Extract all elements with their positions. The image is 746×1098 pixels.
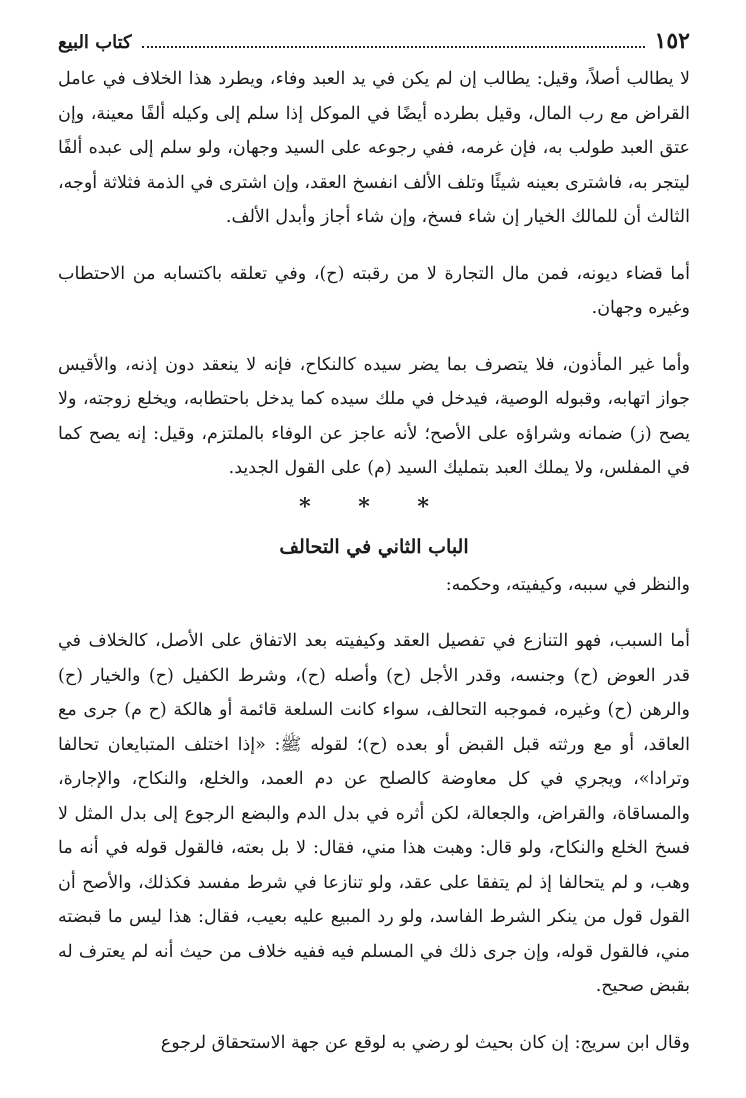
paragraph-spacer	[58, 235, 690, 257]
paragraph: أما السبب، فهو التنازع في تفصيل العقد وكيفيته بعد الاتفاق على الأصل، كالخلاف في قدر العوض (ح) وجنسه، وقدر الأجل (ح) وأصله (ح)، وشرط الكفيل (ح) والخيار (ح) والرهن (ح) وغيره، فموجبه التحالف، سواء كانت السلعة قائمة أو هالكة (ح م) جرى مع العاقد، أو مع ورثته قبل القبض أو بعده (ح)؛ لقوله ﷺ: «إذا اختلف المتبايعان تحالفا وترادا»، ويجري في كل معاوضة كالصلح عن دم العمد، والخلع، والنكاح، والإجارة، والمساقاة، والقراض، والجعالة، لكن أثره في بدل الدم والبضع الرجوع إلى بدل المثل لا فسخ الخلع والنكاح، ولو قال: وهبت هذا مني، فقال: لا بل بعته، فالقول قوله في أنه ما وهب، و لم يتحالفا إذ لم يتفقا على عقد، ولو تنازعا في شرط مفسد فكذلك، والأصح أن القول قول من ينكر الشرط الفاسد، ولو رد المبيع عليه بعيب، فقال: هذا ليس ما قبضته مني، فالقول قوله، وإن جرى ذلك في المسلم فيه ففيه خلاف من حيث أنه لم يعترف له بقبض صحيح.	[58, 631, 690, 996]
paragraph-spacer	[58, 326, 690, 348]
paragraph-spacer	[58, 1004, 690, 1026]
running-head	[58, 28, 690, 62]
page-number: ١٥٢	[654, 28, 690, 54]
paragraph: وأما غير المأذون، فلا يتصرف بما يضر سيده كالنكاح، فإنه لا ينعقد دون إذنه، والأقيس جواز اتهابه، وقبوله الوصية، فيدخل في ملك سيده كما يدخل باحتطابه، ويخلع زوجته، ولا يصح (ز) ضمانه وشراؤه على الأصح؛ لأنه عاجز عن الوفاء بالملتزم، وقيل: إنه يصح كما في المفلس، ولا يملك العبد بتمليك السيد (م) على القول الجديد.	[58, 354, 690, 478]
paragraph: وقال ابن سريج: إن كان بحيث لو رضي به لوقع عن جهة الاستحقاق لرجوع	[160, 1032, 690, 1053]
paragraph: أما قضاء ديونه، فمن مال التجارة لا من رقبته (ح)، وفي تعلقه باكتسابه من الاحتطاب وغيره وجهان.	[58, 263, 690, 318]
book-title: كتاب البيع	[58, 32, 132, 53]
paragraph-spacer	[58, 602, 690, 624]
book-page	[58, 28, 690, 1060]
paragraph: لا يطالب أصلاً، وقيل: يطالب إن لم يكن في يد العبد وفاء، ويطرد هذا الخلاف في عامل القراض مع رب المال، وقيل بطرده أيضًا في الموكل إذا سلم إلى وكيله ألفًا معينة، وإن عتق العبد طولب به، فإن غرمه، ففي رجوعه على السيد وجهان، ولو سلم إلى عبده ألفًا ليتجر به، فاشترى بعينه شيئًا وتلف الألف انفسخ العقد، وإن اشترى في الذمة فثلاثة أوجه، الثالث أن للمالك الخيار إن شاء فسخ، وإن شاء أجاز وأبدل الألف.	[58, 69, 690, 227]
paragraph: والنظر في سببه، وكيفيته، وحكمه:	[445, 574, 690, 595]
section-ornament: * * *	[299, 493, 449, 520]
chapter-title: الباب الثاني في التحالف	[279, 535, 469, 558]
header-leader-dots	[142, 34, 645, 48]
